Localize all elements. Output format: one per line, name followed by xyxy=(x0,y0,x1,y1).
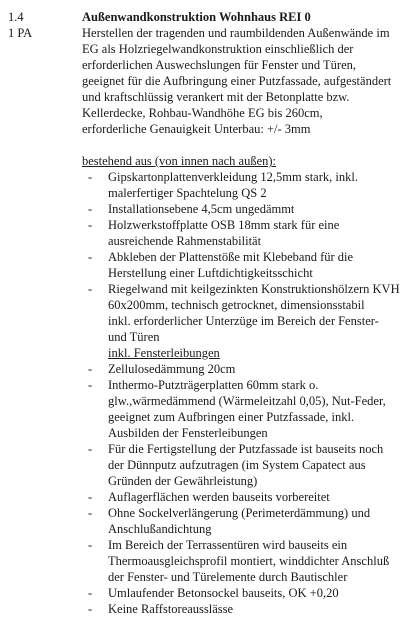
list-item: - Im Bereich der Terrassentüren wird bauseits ein Thermoausgleichsprofil montiert, winddichter Anschluß der Fenster- und Türelemente durch Bautischler xyxy=(88,538,390,584)
list-item: - Für die Fertigstellung der Putzfassade ist bauseits noch der Dünnputz aufzutragen (im System Capatect aus Gründen der Gewährleistung) xyxy=(88,442,384,488)
list-item: - Inthermo-Putzträgerplatten 60mm stark o. glw.,wärmedämmend (Wärmeleitzahl 0,05), Nut-Feder, geeignet zum Aufbringen einer Putzfassade, inkl. Ausbilden der Fensterleibungen xyxy=(88,378,386,440)
list-item: - Ohne Sockelverlängerung (Perimeterdämmung) und Anschlußandichtung xyxy=(88,506,371,536)
component-list-a xyxy=(82,169,400,313)
position-column xyxy=(8,9,68,41)
list-item: - Keine Raffstoreausslässe xyxy=(88,602,234,616)
list-item: - Holzwerkstoffplatte OSB 18mm stark für eine ausreichende Rahmenstabilität xyxy=(88,218,340,248)
window-reveals-note: inkl. Fensterleibungen xyxy=(108,346,220,360)
item-title: Außenwandkonstruktion Wohnhaus REI 0 xyxy=(82,10,311,24)
list-item: - Abkleben der Plattenstöße mit Klebeband für die Herstellung einer Luftdichtigkeitsschicht xyxy=(88,250,354,280)
component-list-b xyxy=(82,361,400,617)
list-item: - Zellulosedämmung 20cm xyxy=(88,362,236,376)
item-description xyxy=(82,9,400,617)
position-quantity: 1 PA xyxy=(8,26,33,40)
consists-heading: bestehend aus (von innen nach außen): xyxy=(82,154,277,168)
list-item: - Installationsebene 4,5cm ungedämmt xyxy=(88,202,295,216)
list-item: - Riegelwand mit keilgezinkten Konstruktionshölzern KVH 60x200mm, technisch getrocknet, dimensionsstabil xyxy=(88,282,400,312)
spacer xyxy=(82,137,400,153)
inner-note: inkl. erforderlicher Unterzüge im Bereich der Fenster- und Türen xyxy=(108,314,379,344)
list-item: - Gipskartonplattenverkleidung 12,5mm stark, inkl. malerfertiger Spachtelung QS 2 xyxy=(88,170,358,200)
position-number: 1.4 xyxy=(8,10,24,24)
list-item: - Umlaufender Betonsockel bauseits, OK +0,20 xyxy=(88,586,339,600)
item-description-text: Herstellen der tragenden und raumbildenden Außenwände im EG als Holzriegelwandkonstruktion einschließlich der erforderlichen Auswechslungen für Fenster und Türen, geeignet für die Aufbringung einer Putzfassade, aufgeständert und kraftschlüssig verankert mit der Betonplatte bzw. Kellerdecke, Rohbau-Wandhöhe EG bis 260cm, xyxy=(82,26,392,120)
list-item: - Auflagerflächen werden bauseits vorbereitet xyxy=(88,490,330,504)
tolerance-text: erforderliche Genauigkeit Unterbau: +/- 3mm xyxy=(82,122,311,136)
